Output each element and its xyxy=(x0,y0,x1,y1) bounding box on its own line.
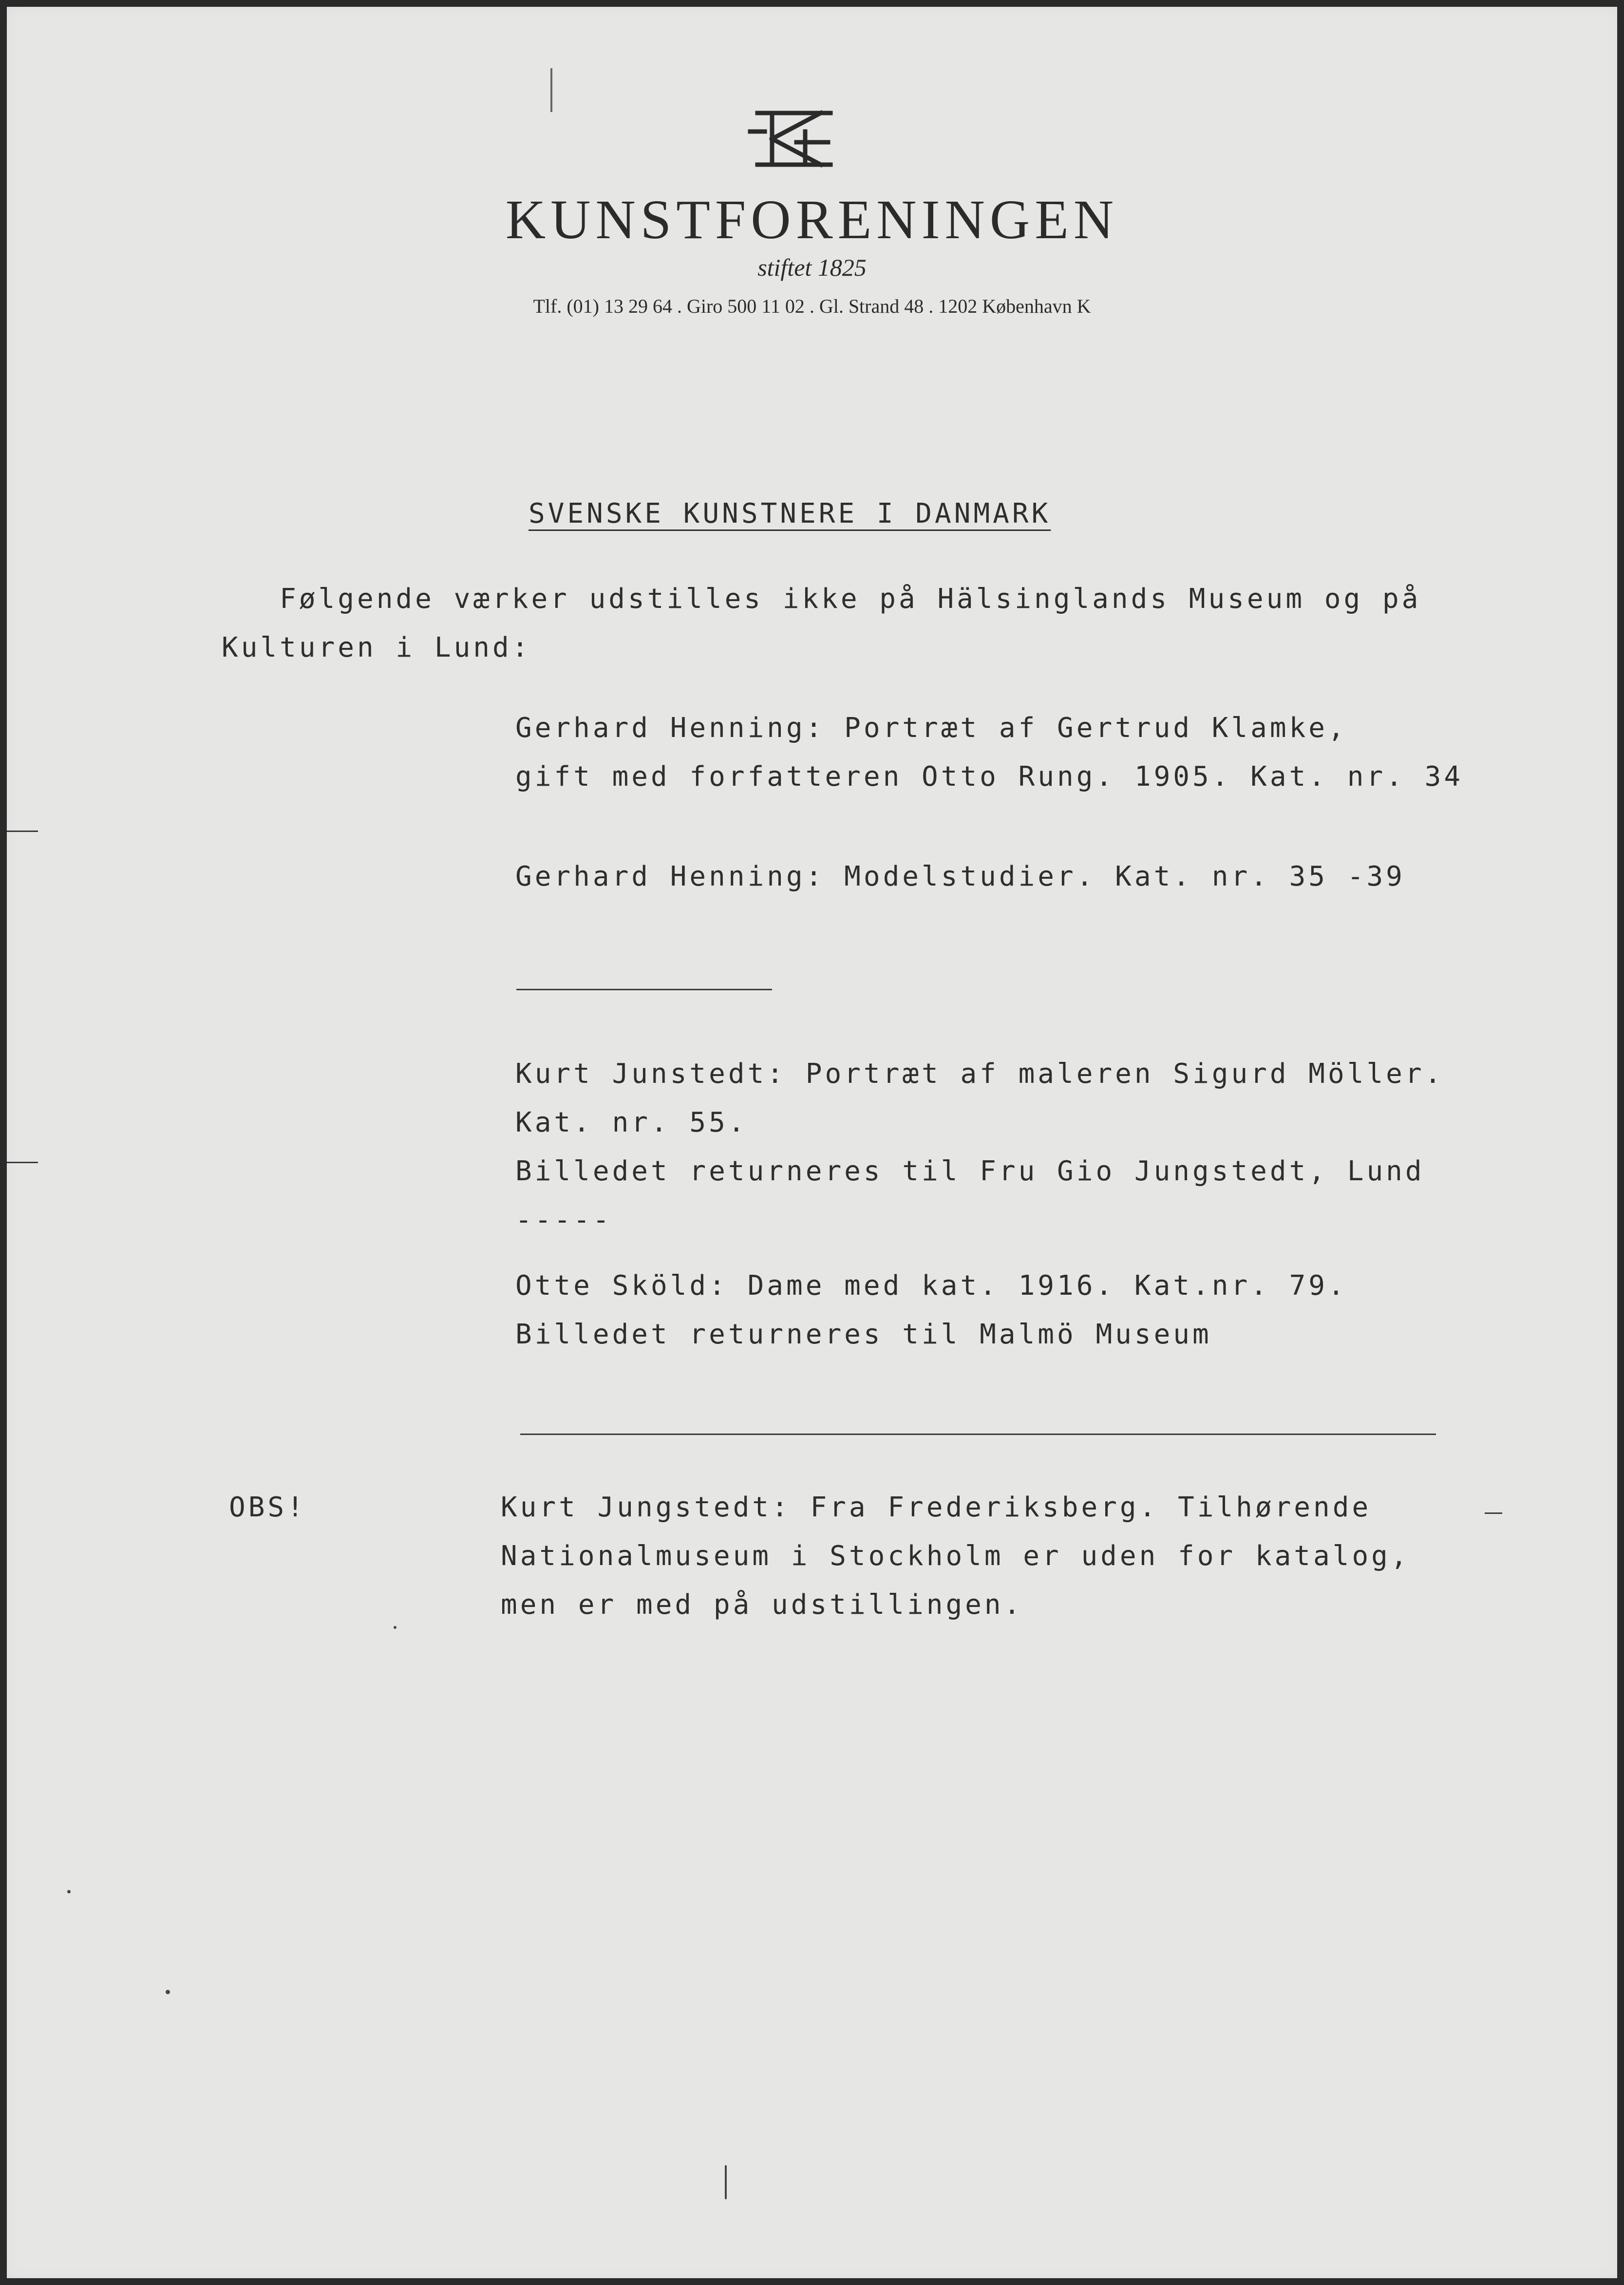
obs-line-2: Nationalmuseum i Stockholm er uden for katalog, xyxy=(501,1540,1410,1572)
paper-speck xyxy=(67,1890,71,1893)
entry-1-line-1: Gerhard Henning: Portræt af Gertrud Klamke, xyxy=(515,712,1347,744)
margin-tick xyxy=(1485,1512,1502,1514)
obs-label: OBS! xyxy=(229,1492,306,1523)
entry-3-line-1: Kurt Junstedt: Portræt af maleren Sigurd Möller. xyxy=(515,1058,1444,1090)
long-separator-rule xyxy=(520,1434,1436,1435)
entry-3-line-3: Billedet returneres til Fru Gio Jungstedt, Lund xyxy=(515,1155,1425,1187)
intro-line-1: Følgende værker udstilles ikke på Hälsinglands Museum og på xyxy=(222,583,1421,615)
obs-line-1: Kurt Jungstedt: Fra Frederiksberg. Tilhørende xyxy=(501,1492,1372,1523)
obs-line-3: men er med på udstillingen. xyxy=(501,1589,1023,1621)
paper-speck xyxy=(166,1990,170,1994)
paper-speck xyxy=(394,1626,397,1629)
org-name: KUNSTFORENINGEN xyxy=(505,189,1119,250)
paper-mark xyxy=(550,68,552,112)
document-heading: SVENSKE KUNSTNERE I DANMARK xyxy=(529,498,1051,529)
entry-3-line-2: Kat. nr. 55. xyxy=(515,1107,748,1138)
margin-tick xyxy=(0,1162,38,1163)
margin-tick xyxy=(0,831,38,832)
kf-monogram-logo xyxy=(748,102,840,175)
pencil-mark xyxy=(725,2165,727,2199)
org-subtitle: stiftet 1825 xyxy=(757,254,867,281)
org-contact-line: Tlf. (01) 13 29 64 . Giro 500 11 02 . Gl. Strand 48 . 1202 København K xyxy=(533,295,1091,317)
intro-line-2: Kulturen i Lund: xyxy=(222,632,531,663)
entry-4-line-1: Otte Sköld: Dame med kat. 1916. Kat.nr. 79. xyxy=(515,1270,1347,1302)
entry-1-line-2: gift med forfatteren Otto Rung. 1905. Kat. nr. 34 xyxy=(515,761,1464,793)
short-separator-rule xyxy=(516,989,772,990)
entry-2-line-1: Gerhard Henning: Modelstudier. Kat. nr. 35 -39 xyxy=(515,861,1405,892)
entry-4-line-2: Billedet returneres til Malmö Museum xyxy=(515,1319,1212,1350)
entry-4-dashes: ----- xyxy=(515,1204,612,1236)
